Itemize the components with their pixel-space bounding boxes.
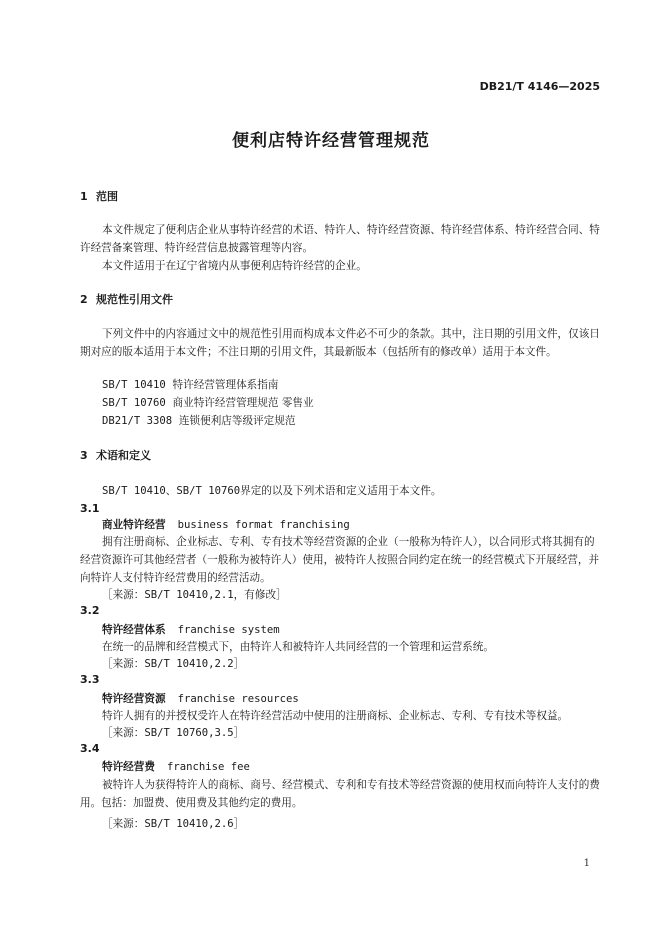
term-en: franchise resources (177, 693, 299, 705)
term-source: ［来源：SB/T 10410,2.2］ (102, 658, 245, 670)
section-heading-refs (80, 291, 173, 307)
section-heading-terms (80, 447, 151, 463)
section-title: 规范性引用文件 (96, 293, 173, 306)
clause-number: 3.4 (80, 742, 100, 755)
ref-name: 商业特许经营管理规范 零售业 (172, 397, 314, 409)
section-heading-scope (80, 188, 118, 204)
document-title: 便利店特许经营管理规范 (232, 131, 430, 151)
refs-intro: 下列文件中的内容通过文中的规范性引用而构成本文件必不可少的条款。其中，注日期的引用文件，仅该日期对应的版本适用于本文件；不注日期的引用文件，其最新版本（包括所有的修改单）适用于本文件。 (80, 328, 600, 358)
term-heading (102, 517, 350, 532)
term-definition: 被特许人为获得特许人的商标、商号、经营模式、专利和专有技术等经营资源的使用权而向特许人支付的费用。包括：加盟费、使用费及其他约定的费用。 (80, 779, 600, 809)
ref-item (102, 413, 295, 428)
section-number: 2 (80, 293, 88, 306)
term-en: business format franchising (177, 519, 350, 531)
clause-number: 3.1 (80, 502, 100, 515)
scope-paragraph-2: 本文件适用于在辽宁省境内从事便利店特许经营的企业。 (102, 260, 367, 272)
term-heading (102, 759, 250, 774)
term-definition: 在统一的品牌和经营模式下，由特许人和被特许人共同经营的一个管理和运营系统。 (102, 641, 494, 653)
term-zh: 特许经营费 (102, 761, 155, 773)
term-source: ［来源：SB/T 10760,3.5］ (102, 727, 245, 739)
section-number: 3 (80, 449, 88, 462)
ref-code: DB21/T 3308 (102, 415, 173, 427)
term-definition: 特许人拥有的并授权受许人在特许经营活动中使用的注册商标、企业标志、专利、专有技术等权益。 (102, 710, 569, 722)
term-en: franchise fee (166, 761, 250, 773)
scope-paragraph-1: 本文件规定了便利店企业从事特许经营的术语、特许人、特许经营资源、特许经营体系、特许经营合同、特许经营备案管理、特许经营信息披露管理等内容。 (80, 224, 600, 254)
section-number: 1 (80, 190, 88, 203)
term-definition: 拥有注册商标、企业标志、专利、专有技术等经营资源的企业（一般称为特许人），以合同形式将其拥有的经营资源许可其他经营者（一般称为被特许人）使用，被特许人按照合同约定在统一的经营模式下开展经营，并向特许人支付特许经营费用的经营活动。 (80, 536, 600, 584)
clause-number: 3.3 (80, 673, 100, 686)
ref-name: 特许经营管理体系指南 (172, 379, 279, 391)
term-zh: 特许经营资源 (102, 693, 166, 705)
ref-name: 连锁便利店等级评定规范 (178, 415, 296, 427)
term-zh: 商业特许经营 (102, 519, 166, 531)
term-heading (102, 691, 299, 706)
terms-intro: SB/T 10410、SB/T 10760界定的以及下列术语和定义适用于本文件。 (102, 485, 442, 497)
term-source: ［来源：SB/T 10410,2.6］ (102, 818, 245, 830)
section-title: 范围 (96, 190, 118, 203)
term-zh: 特许经营体系 (102, 624, 166, 636)
ref-code: SB/T 10410 (102, 379, 166, 391)
section-title: 术语和定义 (96, 449, 151, 462)
ref-item (102, 377, 278, 392)
clause-number: 3.2 (80, 604, 100, 617)
standard-number: DB21/T 4146—2025 (479, 80, 600, 93)
term-source: ［来源：SB/T 10410,2.1，有修改］ (102, 589, 287, 601)
ref-item (102, 395, 314, 410)
ref-code: SB/T 10760 (102, 397, 166, 409)
term-heading (102, 622, 280, 637)
page-number: 1 (583, 858, 590, 869)
term-en: franchise system (177, 624, 280, 636)
